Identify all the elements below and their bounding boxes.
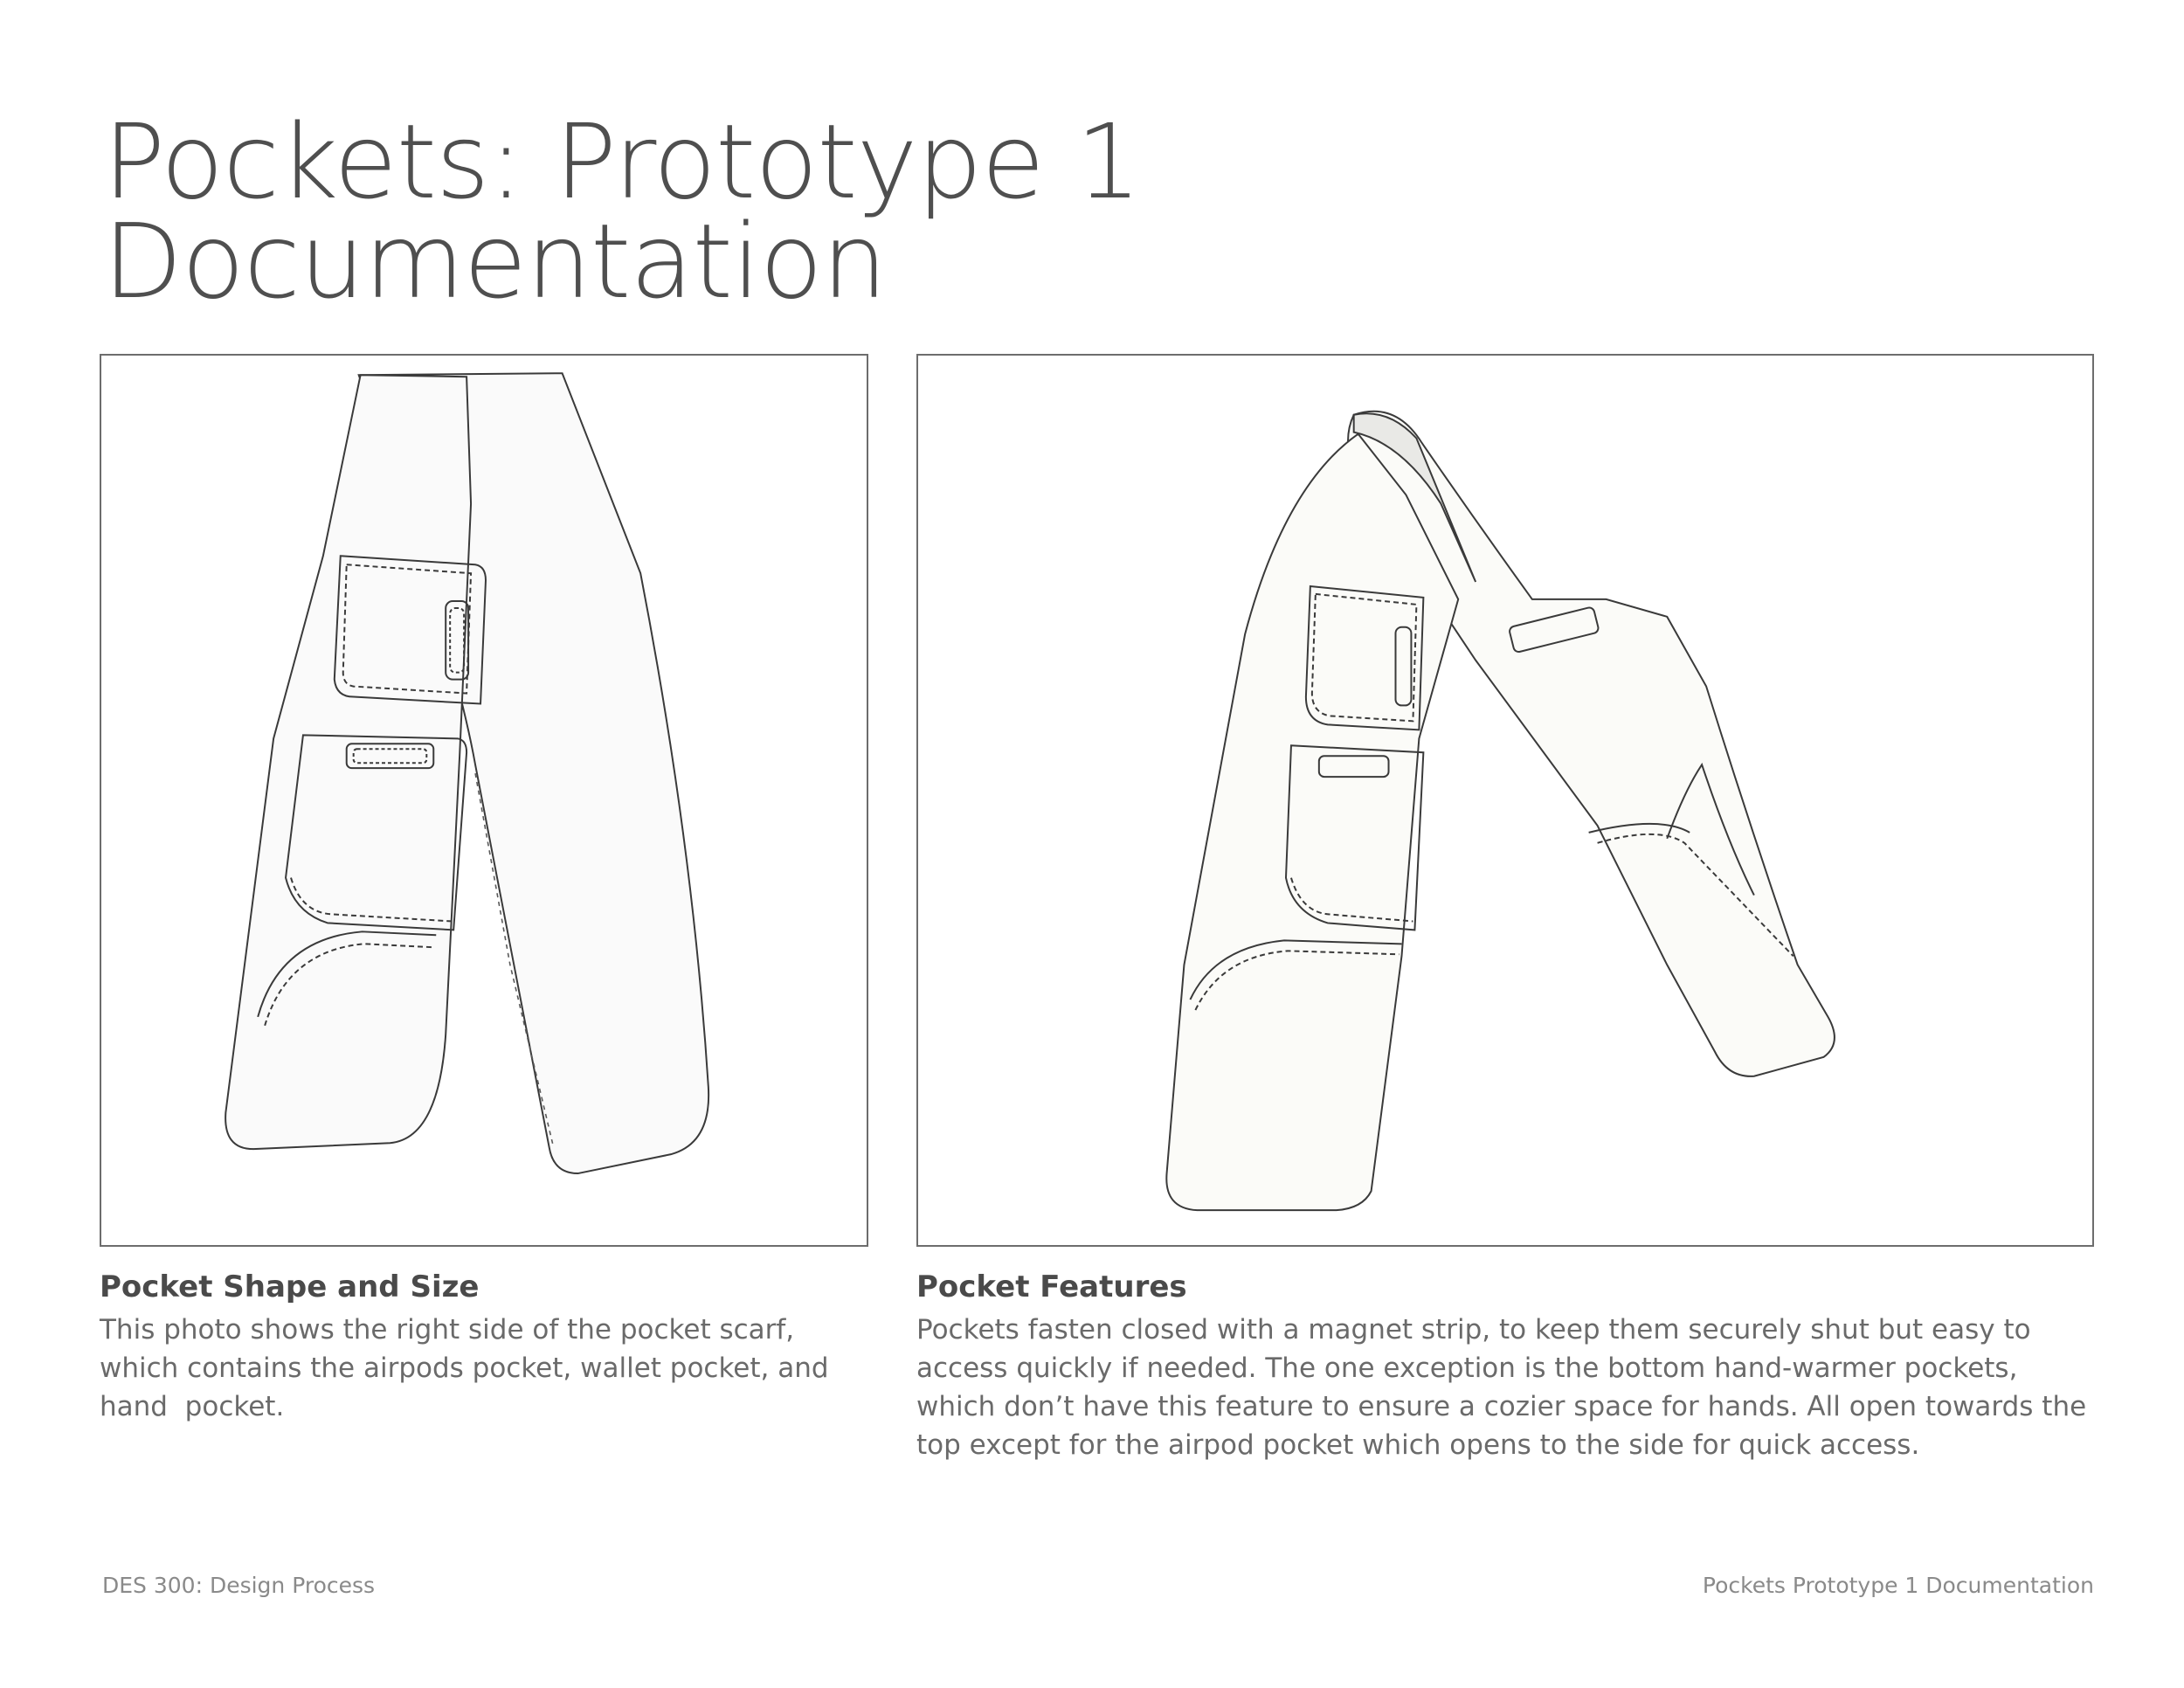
caption-body: This photo shows the right side of the pocket scarf, which contains the airpods pocket, wallet pocket, and hand pocket. — [100, 1314, 838, 1422]
caption-body: Pockets fasten closed with a magnet strip, to keep them securely shut but easy to access quickly if needed. The one exception is the bottom hand-warmer pockets, which don’t have this feature to ensure a cozier space for hands. All open towards the top except for the airpod pocket which opens to the side for quick access. — [916, 1314, 2096, 1461]
page-title-line-1: Pockets: Prototype 1 — [103, 101, 1141, 222]
footer-course: DES 300: Design Process — [102, 1573, 376, 1598]
footer-doc-title: Pockets Prototype 1 Documentation — [1702, 1573, 2094, 1598]
caption-pocket-shape-and-size — [100, 1267, 868, 1426]
photo-scarf-draped — [916, 354, 2094, 1247]
caption-pocket-features — [916, 1267, 2094, 1464]
photo-scarf-flat — [100, 354, 868, 1247]
scarf-flat-illustration — [101, 356, 867, 1245]
page-title — [103, 101, 1141, 322]
page-title-line-2: Documentation — [103, 201, 887, 322]
caption-heading: Pocket Features — [916, 1269, 1187, 1304]
scarf-draped-illustration — [918, 356, 2092, 1245]
caption-heading: Pocket Shape and Size — [100, 1269, 480, 1304]
